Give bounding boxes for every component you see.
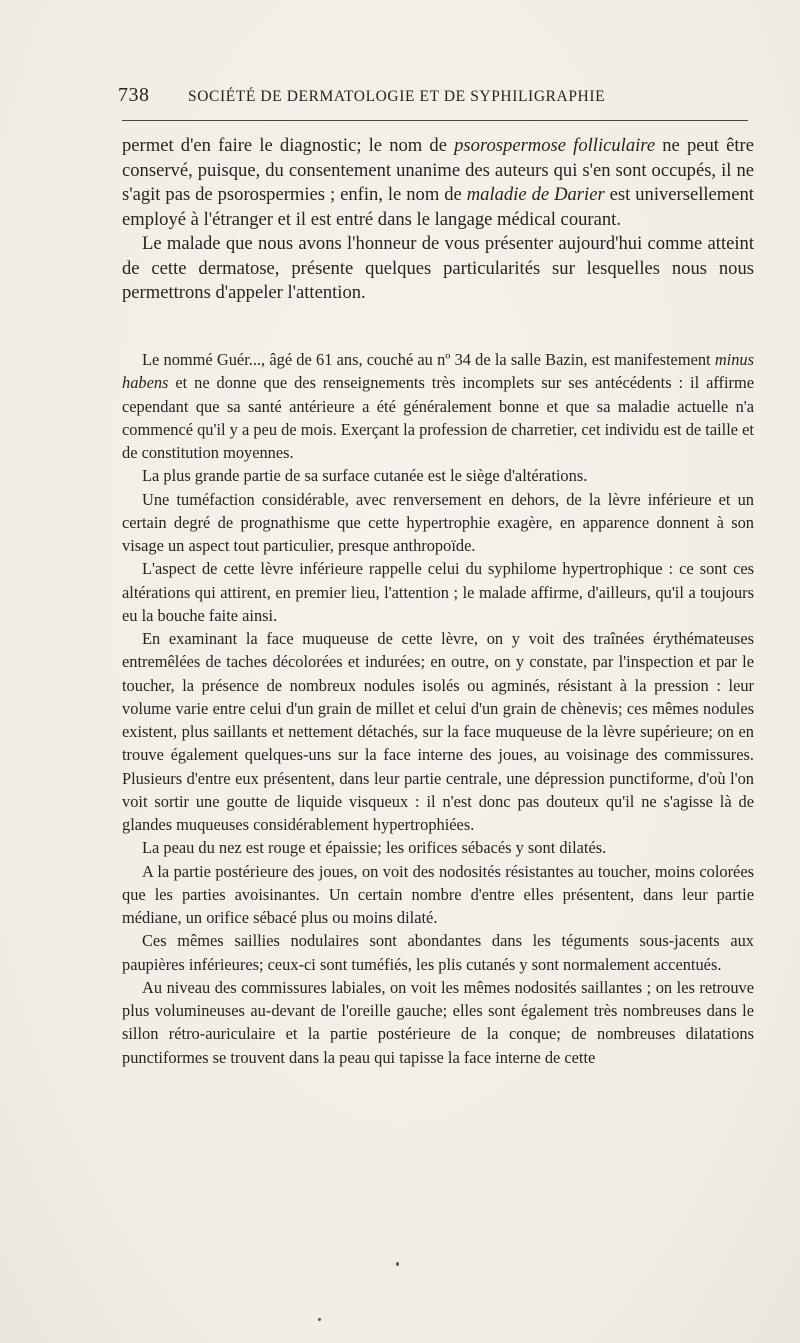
italic-term: minus habens: [122, 350, 754, 393]
observation-paragraph-9: Au niveau des commissures labiales, on voit les mêmes nodosités saillantes ; on les retrouve plus volumineuses au-devant de l'oreille gauche; elles sont également très nombreuses dans le sillon rétro-auriculaire et la partie postérieure de la conque; de nombreuses dilatations punctiformes se trouvent dans la peau qui tapisse la face interne de cette: [122, 977, 754, 1067]
observation-paragraph-2: La plus grande partie de sa surface cutanée est le siège d'altérations.: [142, 466, 588, 486]
text-run: et ne donne que des renseignements très incomplets sur ses antécédents : il affirme cependant que sa santé antérieure a été généralement bonne et que sa maladie actuelle n'a commencé qu'il y a peu de mois. Exerçant la profession de charretier, cet individu est de taille et de constitution moyennes.: [122, 373, 754, 462]
observation-paragraph-4: L'aspect de cette lèvre inférieure rappelle celui du syphilome hypertrophique : ce sont ces altérations qui attirent, en premier lieu, l'attention ; le malade affirme, d'ailleurs, qu'il a toujours eu la bouche faite ainsi.: [122, 559, 754, 625]
text-run: permet d'en faire le diagnostic; le nom de: [122, 135, 455, 156]
observation-paragraph-7: A la partie postérieure des joues, on voit des nodosités résistantes au toucher, moins colorées que les parties avoisinantes. Un certain nombre d'entre elles présentent, dans leur partie médiane, un orifice sébacé plus ou moins dilaté.: [122, 861, 754, 927]
intro-paragraph-2: Le malade que nous avons l'honneur de vous présenter aujourd'hui comme atteint de cette dermatose, présente quelques particularités sur lesquelles nous nous permettrons d'appeler l'attention.: [122, 233, 754, 303]
intro-paragraph-1: [122, 134, 754, 232]
text-run: est universellement employé à l'étranger et il est entré dans le langage médical courant.: [122, 184, 754, 230]
ink-speck: [318, 1318, 321, 1321]
text-run: ne peut être conservé, puisque, du consentement unanime des auteurs qui s'en sont occupés, il ne s'agit pas de psorospermies ; enfin, le nom de: [122, 135, 754, 205]
observation-paragraph-3: Une tuméfaction considérable, avec renversement en dehors, de la lèvre inférieure et un certain degré de prognathisme que cette hypertrophie exagère, en apparence donnent à son visage un aspect tout particulier, presque anthropoïde.: [122, 489, 754, 555]
page-header: [118, 84, 748, 110]
observation-paragraph-1: [122, 348, 754, 464]
observation-paragraph-6: La peau du nez est rouge et épaissie; les orifices sébacés y sont dilatés.: [142, 838, 607, 858]
intro-section: [122, 134, 754, 306]
ink-speck: [396, 1262, 399, 1266]
observation-paragraph-5: En examinant la face muqueuse de cette lèvre, on y voit des traînées érythémateuses entremêlées de taches décolorées et indurées; en outre, on y constate, par l'inspection et par le toucher, la présence de nombreux nodules isolés ou agminés, résistant à la pression : leur volume varie entre celui d'un grain de millet et celui d'un grain de chènevis; ces mêmes nodules existent, plus saillants et nettement détachés, sur la face muqueuse de la lèvre supérieure; on en trouve également quelques-uns sur la face interne des joues, au voisinage des commissures. Plusieurs d'entre eux présentent, dans leur partie centrale, une dépression punctiforme, d'où l'on voit sortir une goutte de liquide visqueux : il n'est donc pas douteux qu'il ne s'agisse là de glandes muqueuses considérablement hypertrophiées.: [122, 629, 754, 834]
page-number: 738: [118, 84, 150, 106]
italic-term: psorospermose folliculaire: [454, 135, 656, 156]
observation-paragraph-8: Ces mêmes saillies nodulaires sont abondantes dans les téguments sous-jacents aux paupières inférieures; ceux-ci sont tuméfiés, les plis cutanés y sont normalement accentués.: [122, 931, 754, 974]
italic-term: maladie de Darier: [466, 184, 605, 205]
observation-section: [122, 348, 754, 1069]
header-rule: [122, 120, 748, 121]
text-run: Le nommé Guér..., âgé de 61 ans, couché au nº 34 de la salle Bazin, est manifestement: [142, 350, 715, 369]
running-title: SOCIÉTÉ DE DERMATOLOGIE ET DE SYPHILIGRAPHIE: [188, 88, 606, 105]
